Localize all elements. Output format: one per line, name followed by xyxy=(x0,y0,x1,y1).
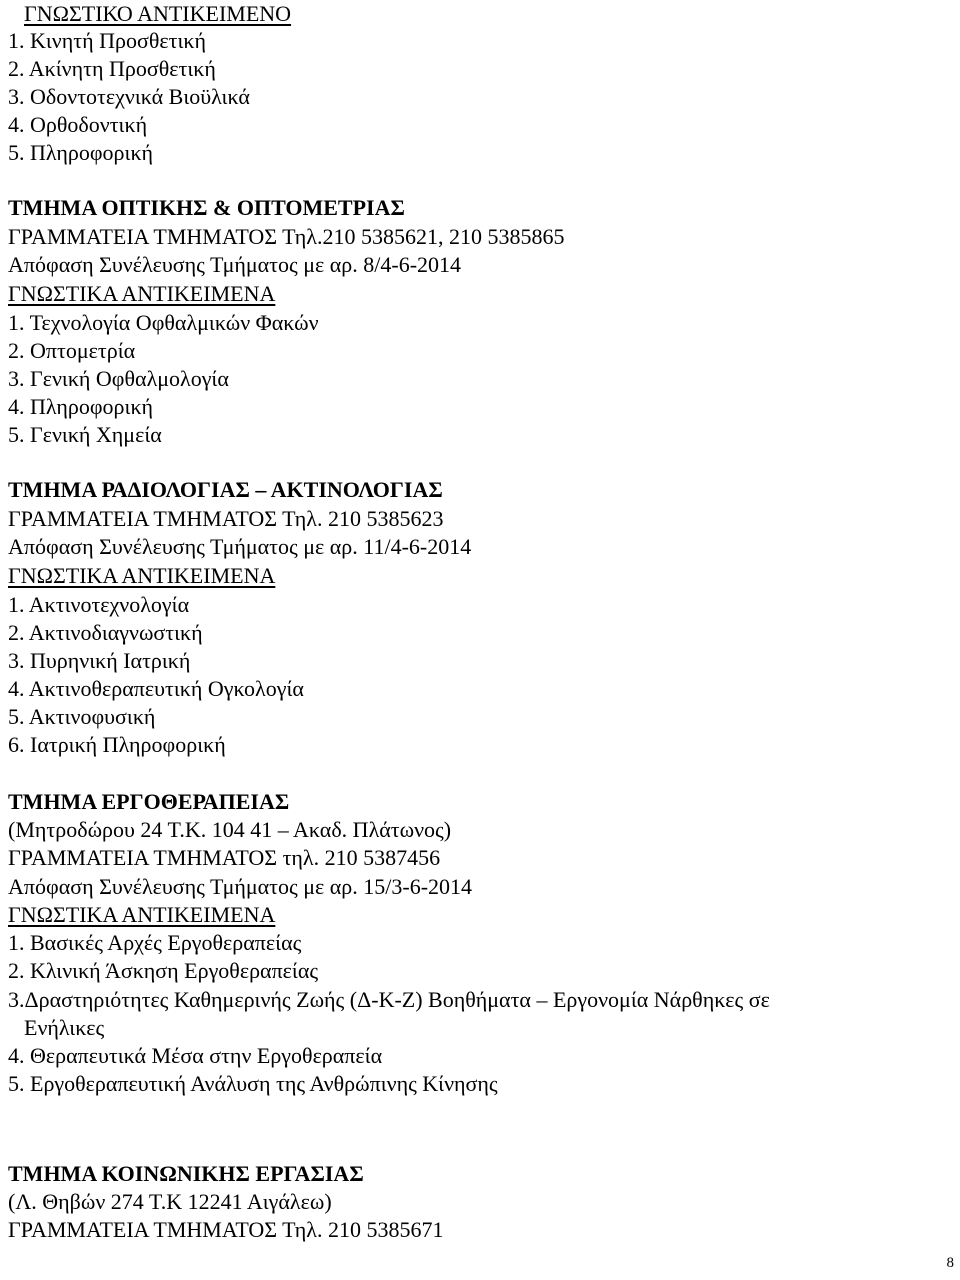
social-address: (Λ. Θηβών 274 Τ.Κ 12241 Αιγάλεω) xyxy=(8,1189,332,1214)
occupational-heading: ΓΝΩΣΤΙΚΑ ΑΝΤΙΚΕΙΜΕΝΑ xyxy=(8,902,276,927)
optics-item-5: 5. Γενική Χημεία xyxy=(8,422,162,447)
occupational-title: ΤΜΗΜΑ ΕΡΓΟΘΕΡΑΠΕΙΑΣ xyxy=(8,789,290,814)
radiology-secretariat: ΓΡΑΜΜΑΤΕΙΑ ΤΜΗΜΑΤΟΣ Τηλ. 210 5385623 xyxy=(8,506,444,531)
block0-item-3: 3. Οδοντοτεχνικά Βιοϋλικά xyxy=(8,84,250,109)
occupational-item-3: 3.Δραστηριότητες Καθημερινής Ζωής (Δ-Κ-Ζ) Βοηθήματα – Εργονομία Νάρθηκες σε xyxy=(8,987,770,1012)
block0-item-2: 2. Ακίνητη Προσθετική xyxy=(8,56,216,81)
radiology-title: ΤΜΗΜΑ ΡΑΔΙΟΛΟΓΙΑΣ – ΑΚΤΙΝΟΛΟΓΙΑΣ xyxy=(8,477,443,502)
occupational-secretariat: ΓΡΑΜΜΑΤΕΙΑ ΤΜΗΜΑΤΟΣ τηλ. 210 5387456 xyxy=(8,845,441,870)
optics-item-4: 4. Πληροφορική xyxy=(8,394,154,419)
block0-item-1: 1. Κινητή Προσθετική xyxy=(8,28,206,53)
radiology-item-5: 5. Ακτινοφυσική xyxy=(8,704,156,729)
occupational-item-1: 1. Βασικές Αρχές Εργοθεραπείας xyxy=(8,930,302,955)
optics-item-2: 2. Οπτομετρία xyxy=(8,338,136,363)
block0-item-4: 4. Ορθοδοντική xyxy=(8,112,148,137)
page-number: 8 xyxy=(946,1255,954,1271)
occupational-item-4: 4. Θεραπευτικά Μέσα στην Εργοθεραπεία xyxy=(8,1043,383,1068)
optics-heading: ΓΝΩΣΤΙΚΑ ΑΝΤΙΚΕΙΜΕΝΑ xyxy=(8,281,276,306)
social-secretariat: ΓΡΑΜΜΑΤΕΙΑ ΤΜΗΜΑΤΟΣ Τηλ. 210 5385671 xyxy=(8,1217,444,1242)
radiology-item-2: 2. Ακτινοδιαγνωστική xyxy=(8,620,203,645)
optics-title: ΤΜΗΜΑ ΟΠΤΙΚΗΣ & ΟΠΤΟΜΕΤΡΙΑΣ xyxy=(8,195,405,220)
occupational-item-3-continued: Ενήλικες xyxy=(24,1015,105,1040)
optics-secretariat: ΓΡΑΜΜΑΤΕΙΑ ΤΜΗΜΑΤΟΣ Τηλ.210 5385621, 210 5385865 xyxy=(8,224,565,249)
optics-item-1: 1. Τεχνολογία Οφθαλμικών Φακών xyxy=(8,310,319,335)
occupational-decision: Απόφαση Συνέλευσης Τμήματος με αρ. 15/3-6-2014 xyxy=(8,874,473,899)
radiology-item-6: 6. Ιατρική Πληροφορική xyxy=(8,732,226,757)
block0-item-5: 5. Πληροφορική xyxy=(8,140,154,165)
radiology-decision: Απόφαση Συνέλευσης Τμήματος με αρ. 11/4-6-2014 xyxy=(8,534,472,559)
occupational-address: (Μητροδώρου 24 Τ.Κ. 104 41 – Ακαδ. Πλάτωνος) xyxy=(8,817,452,842)
optics-item-3: 3. Γενική Οφθαλμολογία xyxy=(8,366,229,391)
radiology-item-1: 1. Ακτινοτεχνολογία xyxy=(8,592,190,617)
occupational-item-5: 5. Εργοθεραπευτική Ανάλυση της Ανθρώπινης Κίνησης xyxy=(8,1071,498,1096)
radiology-item-4: 4. Ακτινοθεραπευτική Ογκολογία xyxy=(8,676,304,701)
social-title: ΤΜΗΜΑ ΚΟΙΝΩΝΙΚΗΣ ΕΡΓΑΣΙΑΣ xyxy=(8,1161,364,1186)
radiology-item-3: 3. Πυρηνική Ιατρική xyxy=(8,648,191,673)
optics-decision: Απόφαση Συνέλευσης Τμήματος με αρ. 8/4-6-2014 xyxy=(8,252,462,277)
block0-heading: ΓΝΩΣΤΙΚΟ ΑΝΤΙΚΕΙΜΕΝΟ xyxy=(24,1,292,26)
occupational-item-2: 2. Κλινική Άσκηση Εργοθεραπείας xyxy=(8,958,319,983)
radiology-heading: ΓΝΩΣΤΙΚΑ ΑΝΤΙΚΕΙΜΕΝΑ xyxy=(8,563,276,588)
